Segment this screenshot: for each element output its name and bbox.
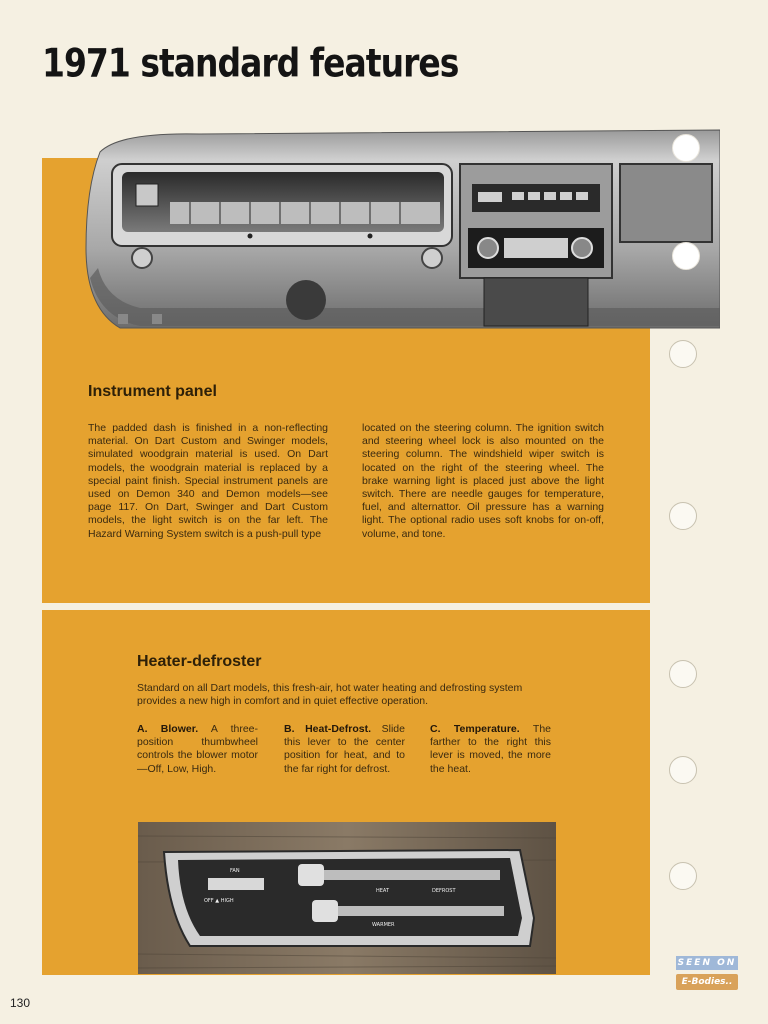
watermark-line2: E-Bodies.. <box>676 974 738 990</box>
blower-label: A. Blower. <box>137 723 199 735</box>
instrument-panel-text-col2: located on the steering column. The ignition switch and steering wheel lock is also mounted on the steering column. The windshield wiper switch is located on the right of the steering wheel. The brake warning light is placed just above the light switch. There are needle gauges for temperature, fuel, and alternattor. Oil pressure has a warning light. The optional radio uses soft knobs for on-off, volume, and tone. <box>362 422 604 540</box>
binder-hole <box>669 502 697 530</box>
temperature-text: The farther to the right this lever is moved, the more the heat. <box>430 723 551 775</box>
heater-photo-fan-label: FAN <box>230 868 240 874</box>
binder-hole <box>672 134 700 162</box>
temperature-label: C. Temperature. <box>430 723 520 735</box>
dashboard-photo <box>80 128 720 340</box>
binder-hole <box>669 340 697 368</box>
heater-photo-heat-label: HEAT <box>376 888 390 894</box>
binder-hole <box>669 862 697 890</box>
blower-description <box>137 723 258 776</box>
instrument-panel-heading: Instrument panel <box>88 383 217 400</box>
temperature-description <box>430 723 551 776</box>
heat-defrost-text: Slide this lever to the center position for heat, and to the far right for defrost. <box>284 723 405 775</box>
page-number: 130 <box>10 996 31 1010</box>
binder-hole <box>669 660 697 688</box>
heat-defrost-label: B. Heat-Defrost. <box>284 723 372 735</box>
heater-defroster-intro: Standard on all Dart models, this fresh-air, hot water heating and defrosting system provides a new high in comfort and in quiet effective operation. <box>137 682 523 708</box>
binder-hole <box>669 756 697 784</box>
watermark-line1: SEEN ON <box>677 958 737 968</box>
binder-hole <box>672 242 700 270</box>
page-title: 1971 standard features <box>42 40 459 87</box>
blower-text: A three-position thumbwheel controls the blower motor—Off, Low, High. <box>137 723 258 775</box>
heater-photo-off-high-label: OFF ▲ HIGH <box>204 898 234 904</box>
heater-photo-defrost-label: DEFROST <box>432 888 456 894</box>
instrument-panel-text-col1: The padded dash is finished in a non-reflecting material. On Dart Custom and Swinger models, simulated woodgrain material is used. On Dart models, the woodgrain material is replaced by a special paint finish. Special instrument panels are used on Demon 340 and Demon models—see page 117. On Dart, Swinger and Dart Custom models, the light switch is on the far left. The Hazard Warning System switch is a push-pull type <box>88 422 328 540</box>
seen-on-ebodies-watermark <box>676 956 738 994</box>
heater-control-photo <box>138 822 556 974</box>
heater-photo-warmer-label: WARMER <box>372 922 395 928</box>
heat-defrost-description <box>284 723 405 776</box>
heater-defroster-heading: Heater-defroster <box>137 653 262 670</box>
